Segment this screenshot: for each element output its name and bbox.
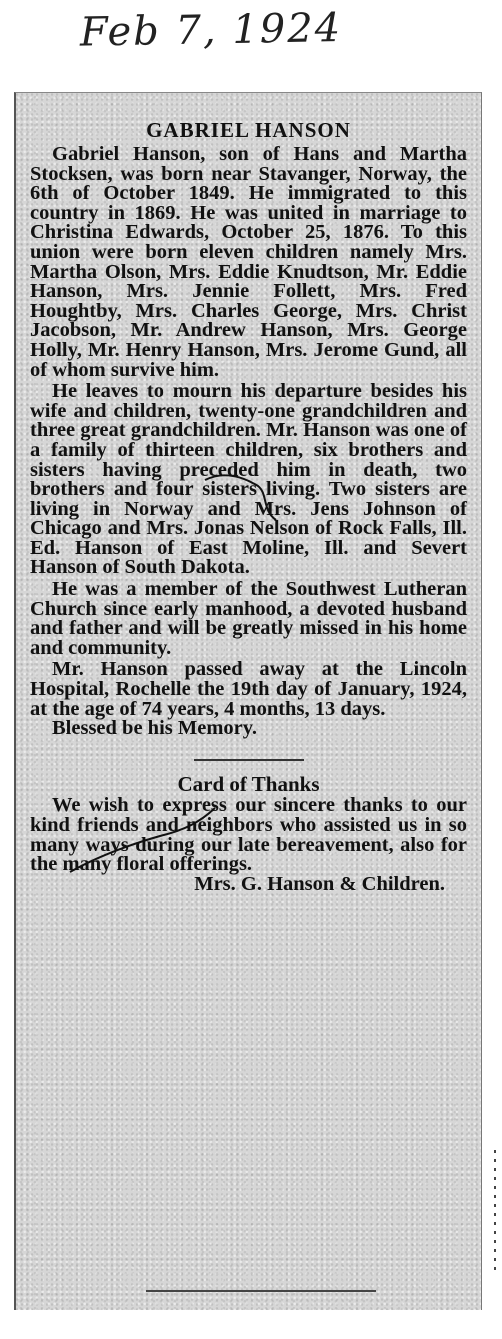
obituary-closing: Blessed be his Memory. bbox=[52, 717, 257, 740]
obituary-paragraph-biography: Gabriel Hanson, son of Hans and Martha Stocksen, was born near Stavanger, Norway, the 6th of October 1849. He immigrated to this country in 1869. He was united in marriage to Christina Edwards, October 25, 1876. To this union were born eleven children namely Mrs. Martha Olson, Mrs. Eddie Knudtson, Mr. Eddie Hanson, Mrs. Jennie Follett, Mrs. Fred Houghtby, Mrs. Charles George, Mrs. Christ Jacobson, Mr. Andrew Hanson, Mrs. George Holly, Mr. Henry Hanson, Mrs. Jerome Gund, all of whom survive him. bbox=[30, 143, 467, 381]
obituary-paragraph-survivors: He leaves to mourn his departure besides his wife and children, twenty-one grandchildren and three great grandchildren. Mr. Hanson was one of a family of thirteen children, six brothers and sisters having preceded him in death, two brothers and four sisters living. Two sisters are living in Norway and Mrs. Jens Johnson of Chicago and Mrs. Jonas Nelson of Rock Falls, Ill. Ed. Hanson of East Moline, Ill. and Severt Hanson of South Dakota. bbox=[30, 380, 467, 579]
card-of-thanks-body: We wish to express our sincere thanks to our kind friends and neighbors who assisted us in so many ways during our late bereavement, also for the many floral offerings. bbox=[30, 794, 467, 876]
obituary-paragraph-church: He was a member of the Southwest Lutheran Church since early manhood, a devoted husband and father and will be greatly missed in his home and community. bbox=[30, 578, 467, 659]
bottom-rule bbox=[146, 1290, 376, 1292]
handwritten-date: Feb 7, 1924 bbox=[79, 5, 343, 56]
scan-edge-marks bbox=[494, 1150, 496, 1270]
card-of-thanks-signature: Mrs. G. Hanson & Children. bbox=[194, 872, 445, 895]
obituary-article bbox=[30, 119, 467, 894]
section-divider bbox=[194, 759, 304, 761]
card-of-thanks-title: Card of Thanks bbox=[177, 771, 320, 796]
obituary-paragraph-death: Mr. Hanson passed away at the Lincoln Hospital, Rochelle the 19th day of January, 1924, at the age of 74 years, 4 months, 13 days. bbox=[30, 658, 467, 720]
newspaper-clipping bbox=[14, 92, 482, 1310]
obituary-headline: GABRIEL HANSON bbox=[146, 118, 351, 142]
